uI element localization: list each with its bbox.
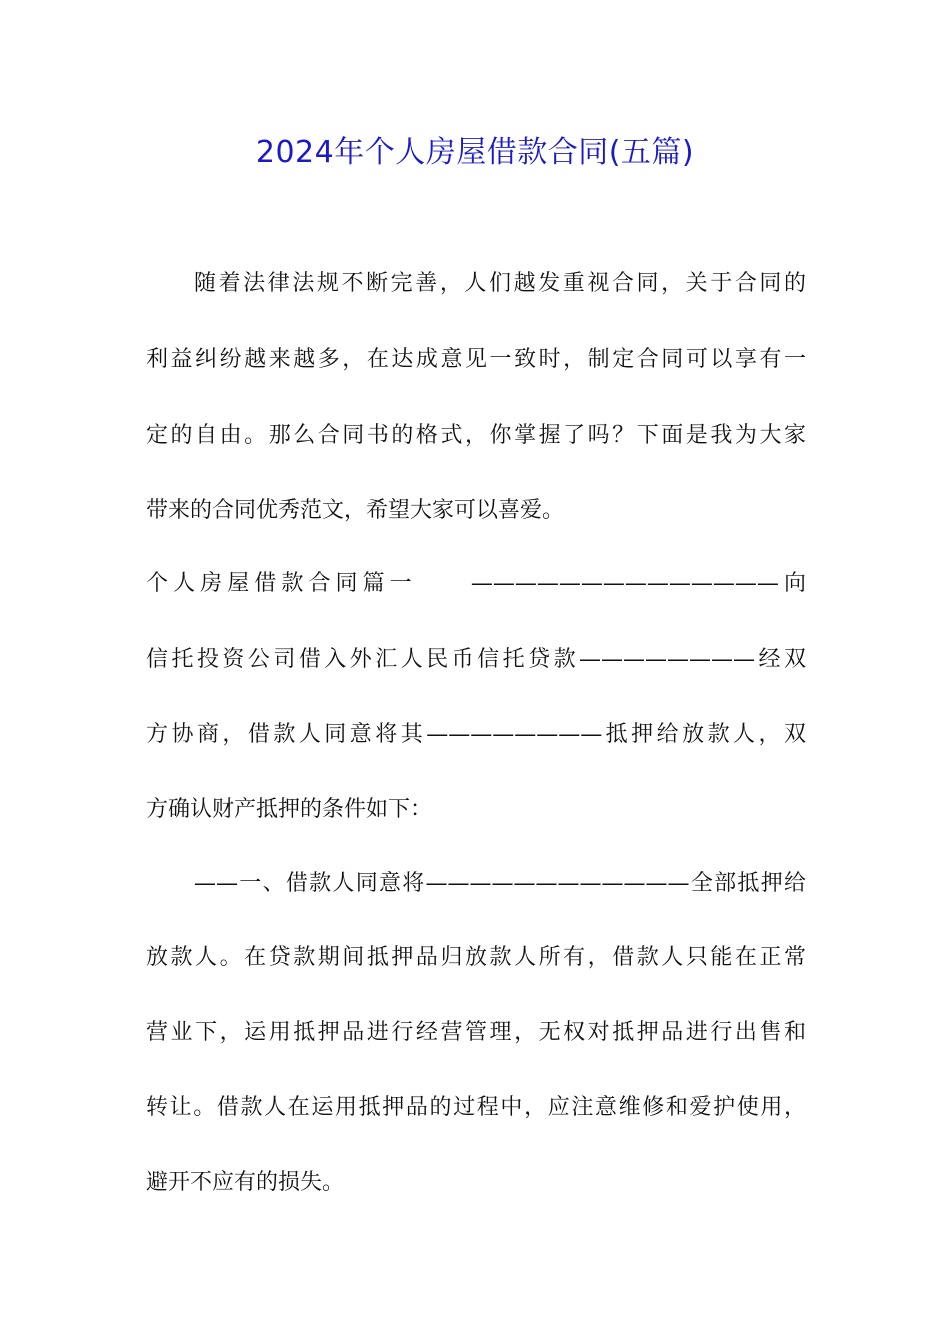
paragraph-line: 方确认财产抵押的条件如下： xyxy=(146,797,433,822)
paragraph-line: 避开不应有的损失。 xyxy=(146,1170,345,1195)
paragraph-line: 个人房屋借款合同篇一 ——————————————向 xyxy=(146,571,806,596)
paragraph-line: 利益纠纷越来越多，在达成意见一致时，制定合同可以享有一 xyxy=(146,347,806,372)
paragraph-line: 放款人。在贷款期间抵押品归放款人所有，借款人只能在正常 xyxy=(146,945,806,970)
paragraph-line: 信托投资公司借入外汇人民币信托贷款————————经双 xyxy=(146,647,806,672)
paragraph-line: 随着法律法规不断完善，人们越发重视合同，关于合同的 xyxy=(194,271,806,296)
document-title: 2024年个人房屋借款合同(五篇) xyxy=(255,135,695,170)
paragraph-line: 方协商，借款人同意将其————————抵押给放款人，双 xyxy=(146,722,806,747)
paragraph-line: 带来的合同优秀范文，希望大家可以喜爱。 xyxy=(146,498,565,523)
paragraph-line: 营业下，运用抵押品进行经营管理，无权对抵押品进行出售和 xyxy=(146,1020,806,1045)
paragraph-line: ——一、借款人同意将————————————全部抵押给 xyxy=(194,871,806,896)
paragraph-line: 转让。借款人在运用抵押品的过程中，应注意维修和爱护使用， xyxy=(146,1095,806,1120)
paragraph-line: 定的自由。那么合同书的格式，你掌握了吗？下面是我为大家 xyxy=(146,423,806,448)
